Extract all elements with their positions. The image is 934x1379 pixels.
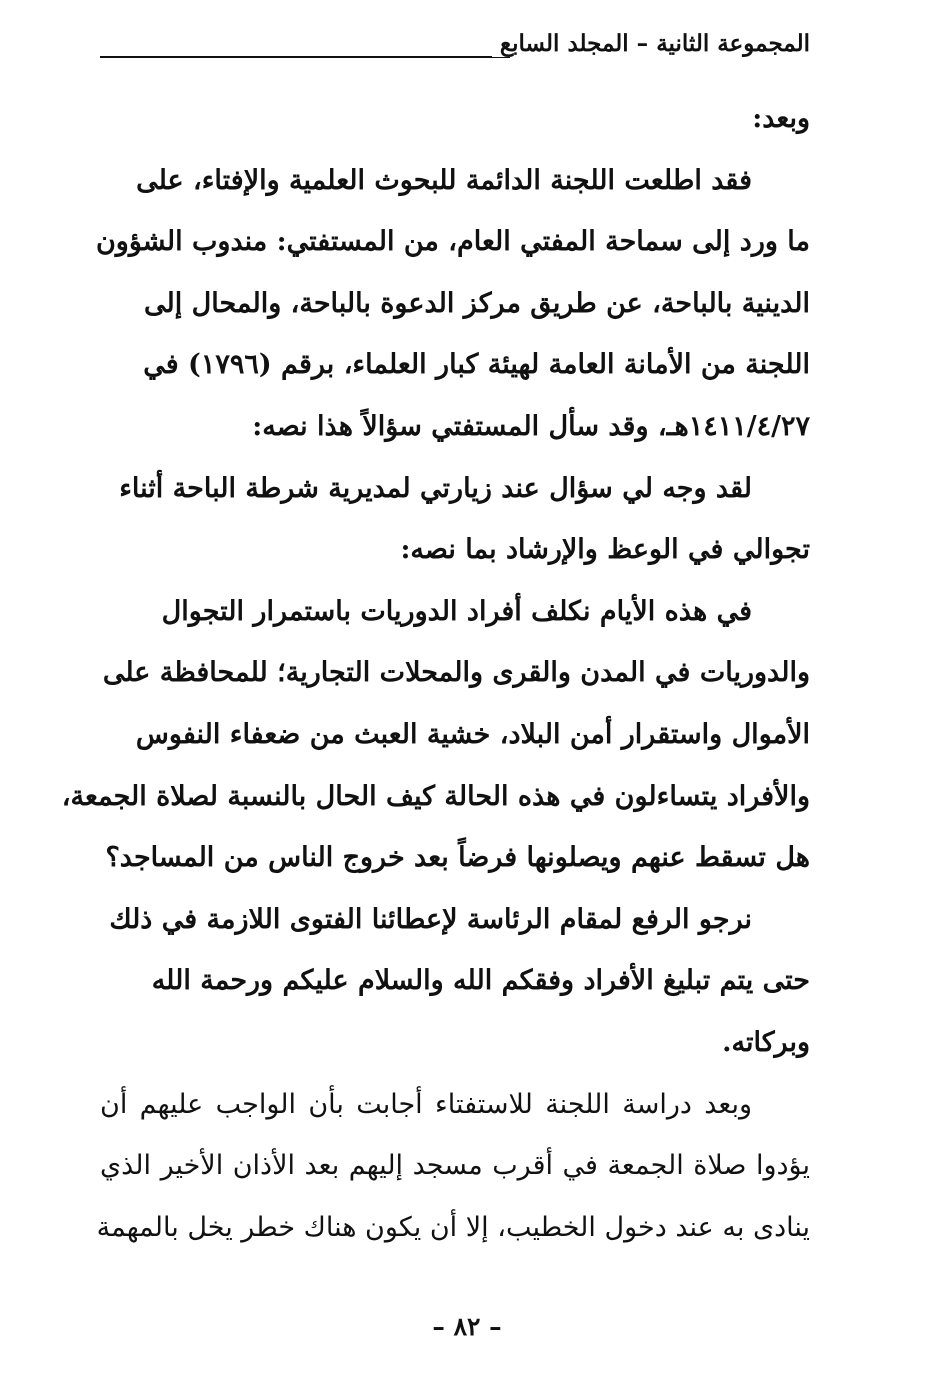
text-line: يؤدوا صلاة الجمعة في أقرب مسجد إليهم بعد الأذان الأخير الذي [100, 1150, 810, 1182]
text-line: ما ورد إلى سماحة المفتي العام، من المستفتي: مندوب الشؤون [95, 226, 810, 258]
text-line: ينادى به عند دخول الخطيب، إلا أن يكون هناك خطر يخل بالمهمة [96, 1211, 810, 1243]
text-line: والدوريات في المدن والقرى والمحلات التجارية؛ للمحافظة على [102, 657, 810, 689]
text-line: اللجنة من الأمانة العامة لهيئة كبار العلماء، برقم (١٧٩٦) في [143, 349, 810, 381]
text-line: هل تسقط عنهم ويصلونها فرضاً بعد خروج الناس من المساجد؟ [105, 842, 810, 874]
text-line: نرجو الرفع لمقام الرئاسة لإعطائنا الفتوى اللازمة في ذلك [109, 903, 752, 935]
running-header [100, 22, 810, 66]
text-line: حتى يتم تبليغ الأفراد وفقكم الله والسلام عليكم ورحمة الله [151, 965, 810, 997]
text-line: تجوالي في الوعظ والإرشاد بما نصه: [400, 534, 810, 566]
text-line: وبعد دراسة اللجنة للاستفتاء أجابت بأن الواجب عليهم أن [100, 1088, 752, 1120]
header-rule [100, 56, 510, 58]
page-number: – ٨٢ – [432, 1312, 502, 1341]
text-line: الأموال واستقرار أمن البلاد، خشية العبث من ضعفاء النفوس [135, 718, 810, 750]
text-line: وبعد: [752, 103, 810, 134]
text-line: لقد وجه لي سؤال عند زيارتي لمديرية شرطة الباحة أثناء [119, 472, 752, 504]
body-text [61, 88, 810, 1258]
header-title: المجموعة الثانية – المجلد السابع [492, 30, 810, 57]
text-line: الدينية بالباحة، عن طريق مركز الدعوة بالباحة، والمحال إلى [143, 287, 810, 319]
text-line: ١٤١١/٤/٢٧هـ، وقد سأل المستفتي سؤالاً هذا نصه: [252, 410, 810, 442]
text-line: والأفراد يتساءلون في هذه الحالة كيف الحال بالنسبة لصلاة الجمعة، [61, 780, 810, 812]
text-line: فقد اطلعت اللجنة الدائمة للبحوث العلمية والإفتاء، على [136, 164, 752, 196]
text-line: وبركاته. [722, 1026, 810, 1058]
text-line: في هذه الأيام نكلف أفراد الدوريات باستمرار التجوال [161, 595, 752, 627]
